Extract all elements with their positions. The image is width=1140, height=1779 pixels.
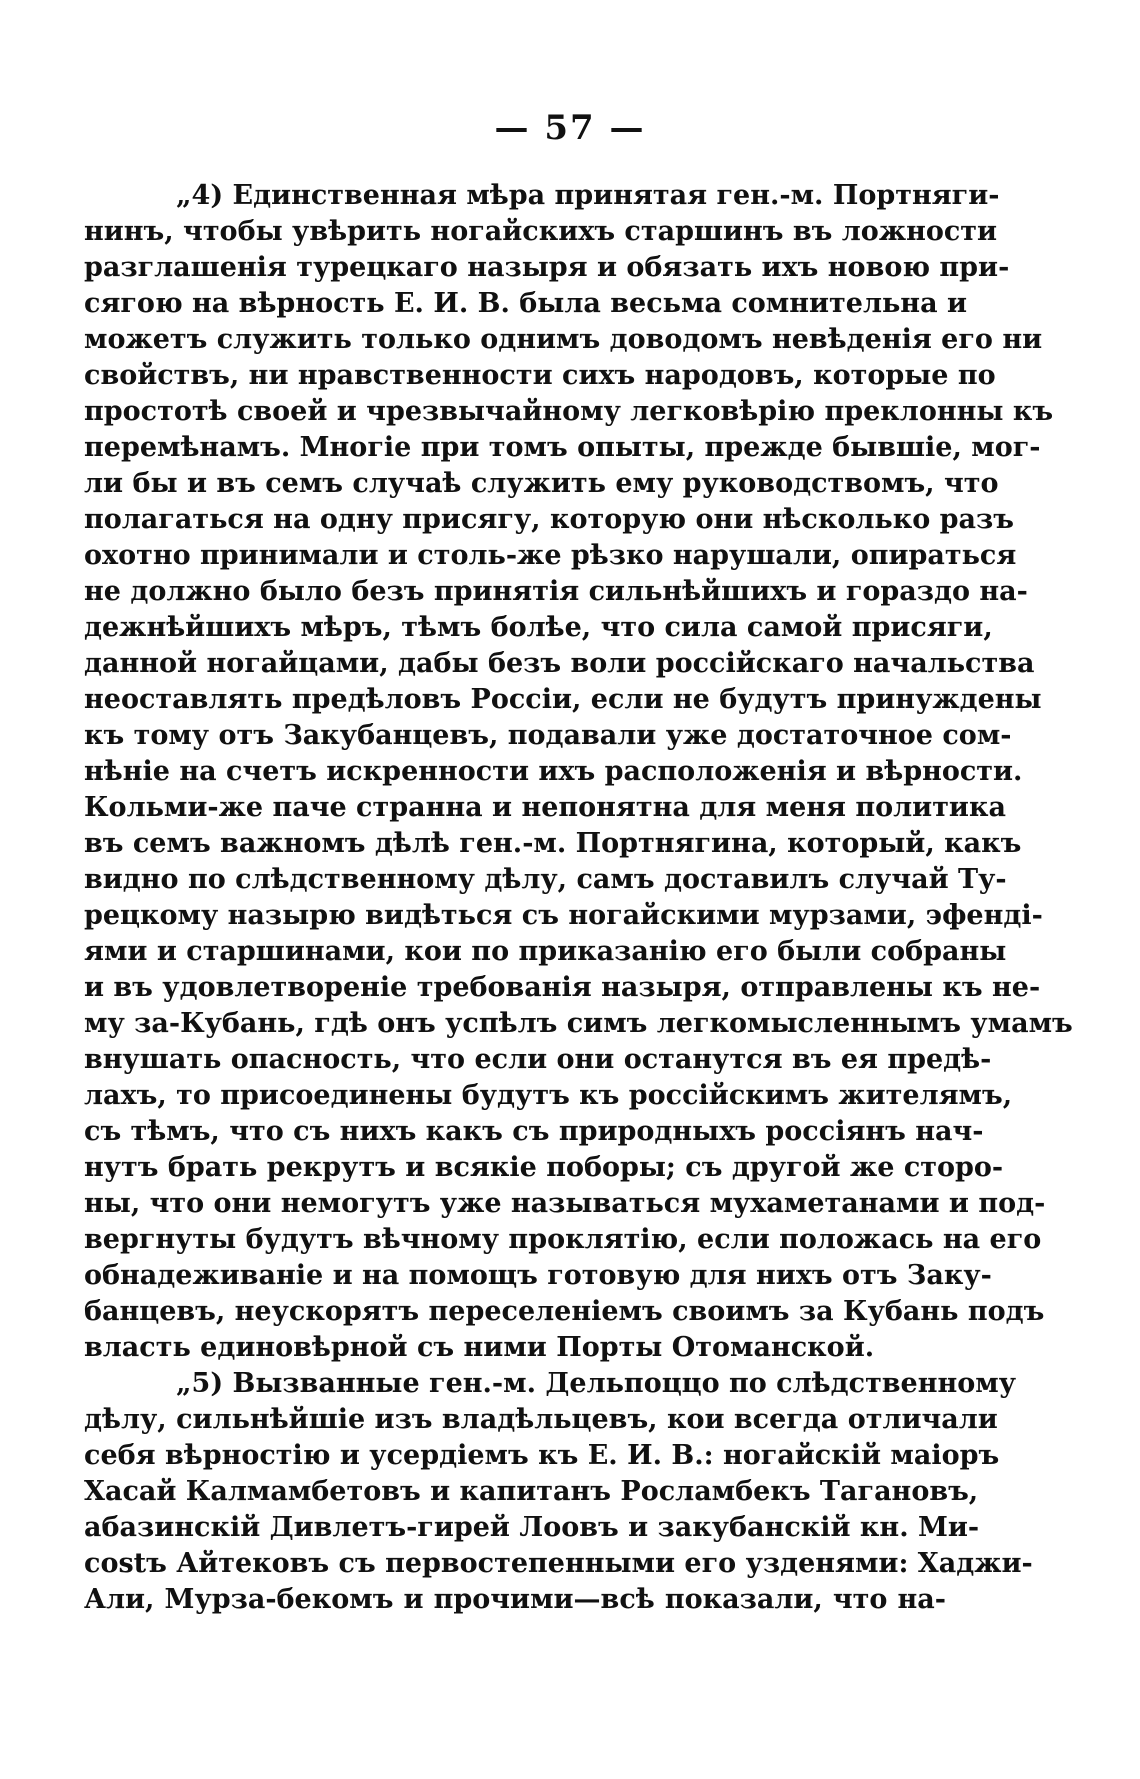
text-line: Али, Мурза-бекомъ и прочими—всѣ показали, что на- [84,1584,946,1615]
text-line: и въ удовлетвореніе требованія назыря, отправлены къ не- [84,972,1041,1003]
text-line: къ тому отъ Закубанцевъ, подавали уже достаточное сом- [84,720,1012,751]
text-line: вергнуты будутъ вѣчному проклятію, если положась на его [84,1224,1042,1255]
text-line: „4) Единственная мѣра принятая ген.-м. Портняги- [176,180,1000,211]
text-line: лахъ, то присоединены будутъ къ россійскимъ жителямъ, [84,1080,1013,1111]
text-line: можетъ служить только однимъ доводомъ невѣденія его ни [84,324,1043,355]
text-line: въ семъ важномъ дѣлѣ ген.-м. Портнягина, который, какъ [84,828,1022,859]
text-line: Кольми-же паче странна и непонятна для меня политика [84,792,1006,823]
text-line: не должно было безъ принятія сильнѣйшихъ и гораздо на- [84,576,1028,607]
text-line: полагаться на одну присягу, которую они нѣсколько разъ [84,504,1014,535]
body-text [84,178,1073,1618]
text-line: себя вѣрностію и усердіемъ къ Е. И. В.: ногайскій маіоръ [84,1440,1000,1471]
text-line: съ тѣмъ, что съ нихъ какъ съ природныхъ россіянъ нач- [84,1116,984,1147]
text-line: абазинскій Дивлетъ-гирей Лоовъ и закубанскій кн. Ми- [84,1512,980,1543]
text-line: дѣлу, сильнѣйшіе изъ владѣльцевъ, кои всегда отличали [84,1404,998,1435]
text-line: обнадеживаніе и на помощъ готовую для нихъ отъ Заку- [84,1260,992,1291]
text-line: му за-Кубань, гдѣ онъ успѣлъ симъ легкомысленнымъ умамъ [84,1008,1073,1039]
text-line: нутъ брать рекрутъ и всякіе поборы; съ другой же сторо- [84,1152,1004,1183]
text-line: разглашенія турецкаго назыря и обязать ихъ новою при- [84,252,1010,283]
text-line: охотно принимали и столь-же рѣзко нарушали, опираться [84,540,1017,571]
text-line: банцевъ, неускорятъ переселеніемъ своимъ за Кубань подъ [84,1296,1045,1327]
text-line: нѣніе на счетъ искренности ихъ расположенія и вѣрности. [84,756,1023,787]
text-line: данной ногайцами, дабы безъ воли россійскаго начальства [84,648,1035,679]
text-line: „5) Вызванные ген.-м. Дельпоццо по слѣдственному [176,1368,1017,1399]
text-line: сягою на вѣрность Е. И. В. была весьма сомнительна и [84,288,967,319]
text-line: ями и старшинами, кои по приказанію его были собраны [84,936,1007,967]
text-line: нинъ, чтобы увѣрить ногайскихъ старшинъ въ ложности [84,216,998,247]
text-line: свойствъ, ни нравственности сихъ народовъ, которые по [84,360,996,391]
text-line: дежнѣйшихъ мѣръ, тѣмъ болѣе, что сила самой присяги, [84,612,993,643]
text-line: рецкому назырю видѣться съ ногайскими мурзами, эфенді- [84,900,1043,931]
paragraph-4 [84,178,1073,1366]
text-line: Хасай Калмамбетовъ и капитанъ Росламбекъ Тагановъ, [84,1476,979,1507]
text-line: ли бы и въ семъ случаѣ служить ему руководствомъ, что [84,468,999,499]
text-line: неоставлять предѣловъ Россіи, если не будутъ принуждены [84,684,1042,715]
paragraph-5 [84,1366,1033,1618]
text-line: внушать опасность, что если они останутся въ ея предѣ- [84,1044,992,1075]
text-line: перемѣнамъ. Многіе при томъ опыты, прежде бывшіе, мог- [84,432,1041,463]
text-line: ны, что они немогутъ уже называться мухаметанами и под- [84,1188,1046,1219]
text-line: простотѣ своей и чрезвычайному легковѣрію преклонны къ [84,396,1054,427]
page-number: — 57 — [494,108,646,148]
text-line: власть единовѣрной съ ними Порты Отоманской. [84,1332,875,1363]
text-line: сostъ Айтековъ съ первостепенными его узденями: Хаджи- [84,1548,1033,1579]
text-line: видно по слѣдственному дѣлу, самъ доставилъ случай Ту- [84,864,1007,895]
